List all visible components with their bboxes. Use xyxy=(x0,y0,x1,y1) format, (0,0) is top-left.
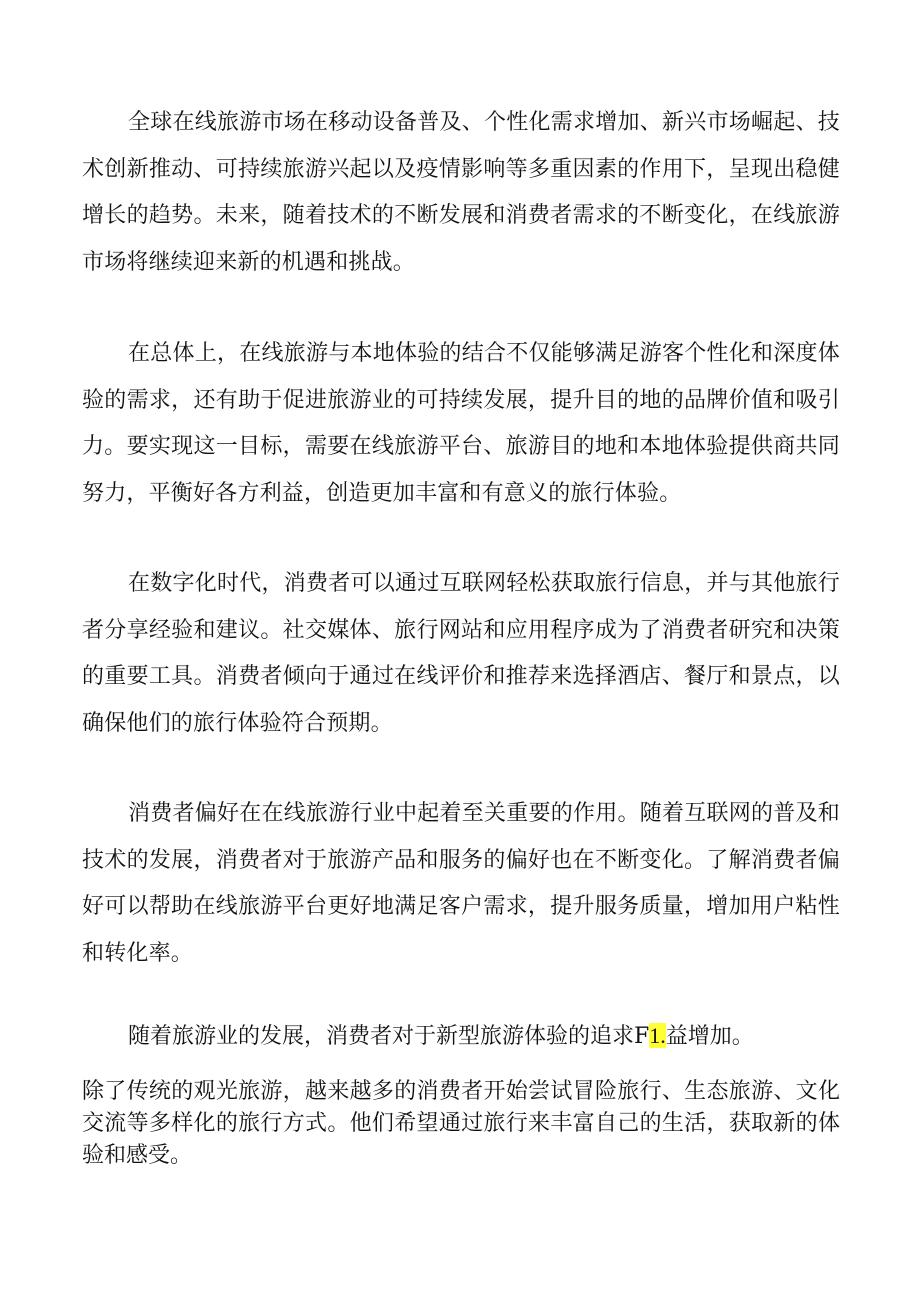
paragraph-digital-era: 在数字化时代，消费者可以通过互联网轻松获取旅行信息，并与其他旅行者分享经验和建议。社交媒体、旅行网站和应用程序成为了消费者研究和决策的重要工具。消费者倾向于通过在线评价和推荐来选择酒店、餐厅和景点，以确保他们的旅行体验符合预期。 xyxy=(82,571,840,736)
paragraph-new-experience xyxy=(82,1021,840,1052)
paragraph-local-experience: 在总体上，在线旅游与本地体验的结合不仅能够满足游客个性化和深度体验的需求，还有助于促进旅游业的可持续发展，提升目的地的品牌价值和吸引力。要实现这一目标，需要在线旅游平台、旅游目的地和本地体验提供商共同努力，平衡好各方利益，创造更加丰富和有意义的旅行体验。 xyxy=(82,341,840,506)
highlighted-text: 1. xyxy=(649,1023,666,1048)
new-experience-text-end: 益增加。 xyxy=(665,1024,754,1049)
garbled-prefix: F xyxy=(634,1024,650,1049)
paragraph-online-travel-market: 全球在线旅游市场在移动设备普及、个性化需求增加、新兴市场崛起、技术创新推动、可持续旅游兴起以及疫情影响等多重因素的作用下，呈现出稳健增长的趋势。未来，随着技术的不断发展和消费者需求的不断变化，在线旅游市场将继续迎来新的机遇和挑战。 xyxy=(82,110,840,275)
paragraph-diverse-travel: 除了传统的观光旅游，越来越多的消费者开始尝试冒险旅行、生态旅游、文化交流等多样化的旅行方式。他们希望通过旅行来丰富自己的生活，获取新的体验和感受。 xyxy=(82,1079,840,1168)
new-experience-text: 随着旅游业的发展，消费者对于新型旅游体验的追求 xyxy=(128,1024,635,1049)
paragraph-consumer-preference: 消费者偏好在在线旅游行业中起着至关重要的作用。随着互联网的普及和技术的发展，消费者对于旅游产品和服务的偏好也在不断变化。了解消费者偏好可以帮助在线旅游平台更好地满足客户需求，提升服务质量，增加用户粘性和转化率。 xyxy=(82,801,840,966)
